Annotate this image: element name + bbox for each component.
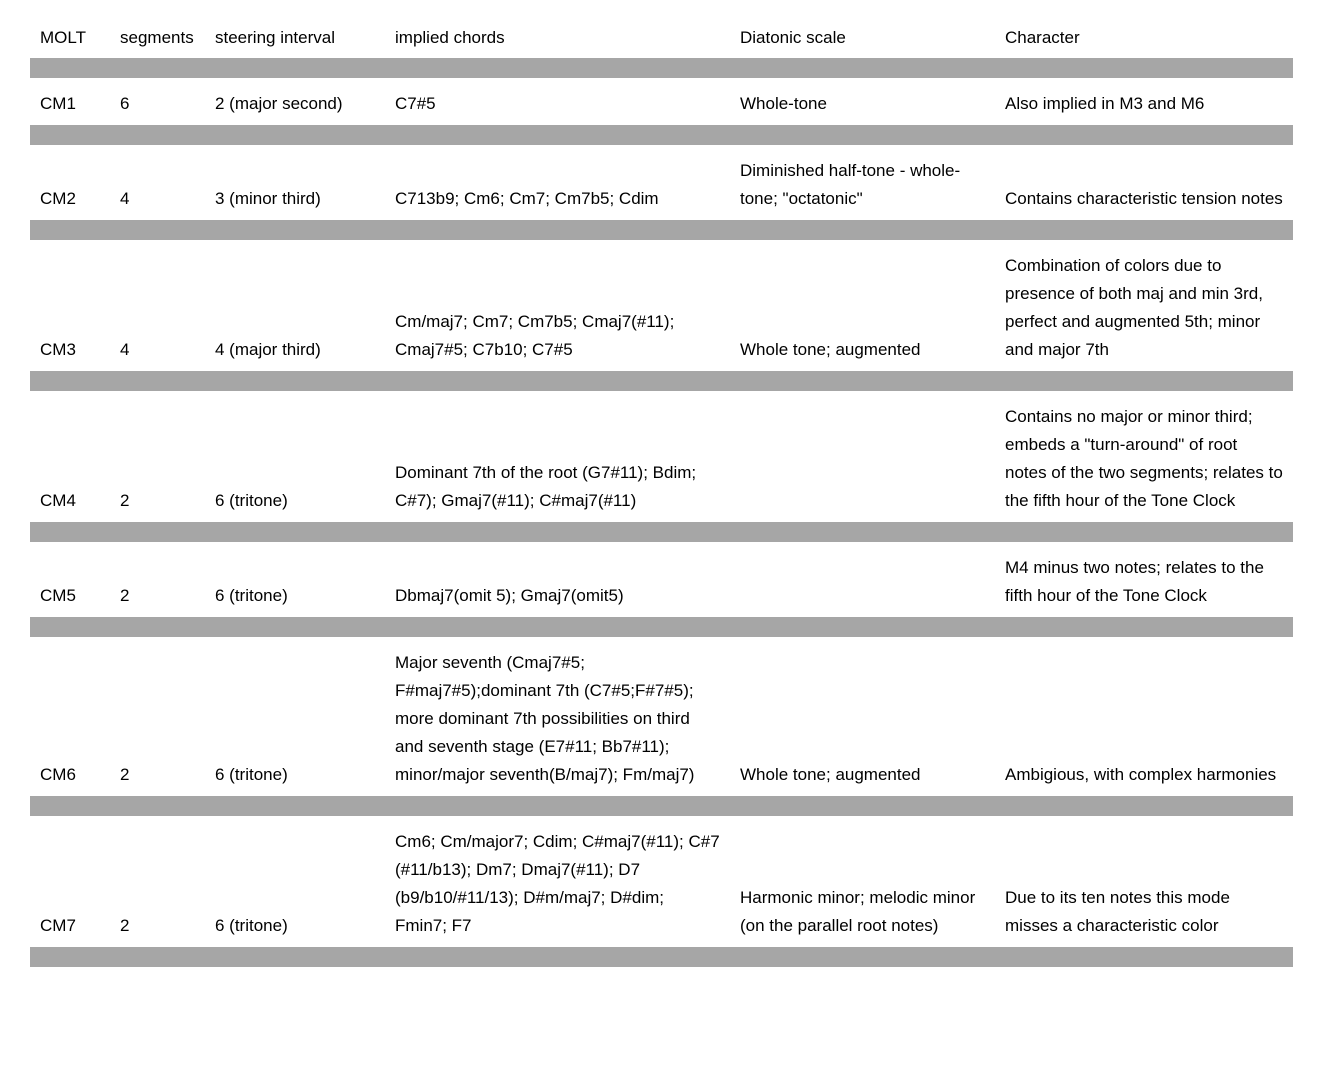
header-chords: implied chords	[395, 28, 505, 47]
table-row	[30, 816, 1293, 947]
header-steering: steering interval	[215, 28, 336, 47]
cell-scale: Whole tone; augmented	[740, 765, 921, 784]
separator-bar	[30, 522, 1293, 542]
cell-molt: CM2	[40, 189, 76, 208]
header-character: Character	[1005, 28, 1080, 47]
cell-molt: CM4	[40, 491, 76, 510]
table-row	[30, 542, 1293, 617]
cell-character: Also implied in M3 and M6	[1005, 94, 1205, 113]
table-row	[30, 637, 1293, 796]
cell-steering: 6 (tritone)	[215, 491, 288, 510]
cell-steering: 4 (major third)	[215, 340, 321, 359]
separator-bar	[30, 371, 1293, 391]
header-molt: MOLT	[40, 28, 86, 47]
row-separator	[30, 522, 1293, 542]
molt-table	[30, 18, 1293, 967]
row-separator	[30, 617, 1293, 637]
cell-character: M4 minus two notes; relates to the fifth hour of the Tone Clock	[1005, 558, 1264, 605]
separator-bar	[30, 796, 1293, 816]
header-row	[30, 18, 1293, 58]
row-separator	[30, 947, 1293, 967]
cell-molt: CM6	[40, 765, 76, 784]
cell-segments: 4	[120, 340, 130, 359]
cell-steering: 6 (tritone)	[215, 765, 288, 784]
cell-steering: 3 (minor third)	[215, 189, 321, 208]
cell-molt: CM7	[40, 916, 76, 935]
row-separator	[30, 220, 1293, 240]
cell-segments: 2	[120, 765, 130, 784]
cell-segments: 2	[120, 491, 130, 510]
cell-character: Ambigious, with complex harmonies	[1005, 765, 1277, 784]
cell-segments: 2	[120, 586, 130, 605]
row-separator	[30, 58, 1293, 78]
cell-chords: Cm/maj7; Cm7; Cm7b5; Cmaj7(#11); Cmaj7#5; C7b10; C7#5	[395, 312, 675, 359]
cell-chords: Dbmaj7(omit 5); Gmaj7(omit5)	[395, 586, 624, 605]
row-separator	[30, 371, 1293, 391]
cell-chords: Dominant 7th of the root (G7#11); Bdim; C#7); Gmaj7(#11); C#maj7(#11)	[395, 463, 697, 510]
table-row	[30, 78, 1293, 125]
cell-character: Contains no major or minor third; embeds a "turn-around" of root notes of the two segments; relates to the fifth hour of the Tone Clock	[1005, 407, 1283, 510]
cell-chords: Major seventh (Cmaj7#5; F#maj7#5);dominant 7th (C7#5;F#7#5); more dominant 7th possibilities on third and seventh stage (E7#11; Bb7#11); minor/major seventh(B/maj7); Fm/maj7)	[395, 653, 695, 784]
cell-scale: Whole-tone	[740, 94, 827, 113]
cell-molt: CM3	[40, 340, 76, 359]
table-row	[30, 145, 1293, 220]
cell-molt: CM5	[40, 586, 76, 605]
cell-scale: Harmonic minor; melodic minor (on the parallel root notes)	[740, 888, 976, 935]
cell-steering: 6 (tritone)	[215, 916, 288, 935]
separator-bar	[30, 617, 1293, 637]
separator-bar	[30, 220, 1293, 240]
cell-segments: 2	[120, 916, 130, 935]
cell-chords: C713b9; Cm6; Cm7; Cm7b5; Cdim	[395, 189, 659, 208]
cell-segments: 6	[120, 94, 130, 113]
cell-scale	[730, 542, 995, 617]
cell-character: Due to its ten notes this mode misses a characteristic color	[1005, 888, 1230, 935]
cell-steering: 2 (major second)	[215, 94, 343, 113]
cell-character: Contains characteristic tension notes	[1005, 189, 1283, 208]
cell-molt: CM1	[40, 94, 76, 113]
cell-scale: Diminished half-tone - whole-tone; "octatonic"	[740, 161, 961, 208]
cell-character: Combination of colors due to presence of both maj and min 3rd, perfect and augmented 5th; minor and major 7th	[1005, 256, 1263, 359]
separator-bar	[30, 125, 1293, 145]
header-scale: Diatonic scale	[740, 28, 846, 47]
row-separator	[30, 125, 1293, 145]
table-row	[30, 391, 1293, 522]
cell-segments: 4	[120, 189, 130, 208]
cell-chords: Cm6; Cm/major7; Cdim; C#maj7(#11); C#7 (#11/b13); Dm7; Dmaj7(#11); D7 (b9/b10/#11/13); D#m/maj7; D#dim; Fmin7; F7	[395, 832, 720, 935]
cell-scale	[730, 391, 995, 522]
cell-chords: C7#5	[395, 94, 436, 113]
header-segments: segments	[120, 28, 194, 47]
separator-bar	[30, 58, 1293, 78]
row-separator	[30, 796, 1293, 816]
cell-scale: Whole tone; augmented	[740, 340, 921, 359]
separator-bar	[30, 947, 1293, 967]
table-row	[30, 240, 1293, 371]
cell-steering: 6 (tritone)	[215, 586, 288, 605]
